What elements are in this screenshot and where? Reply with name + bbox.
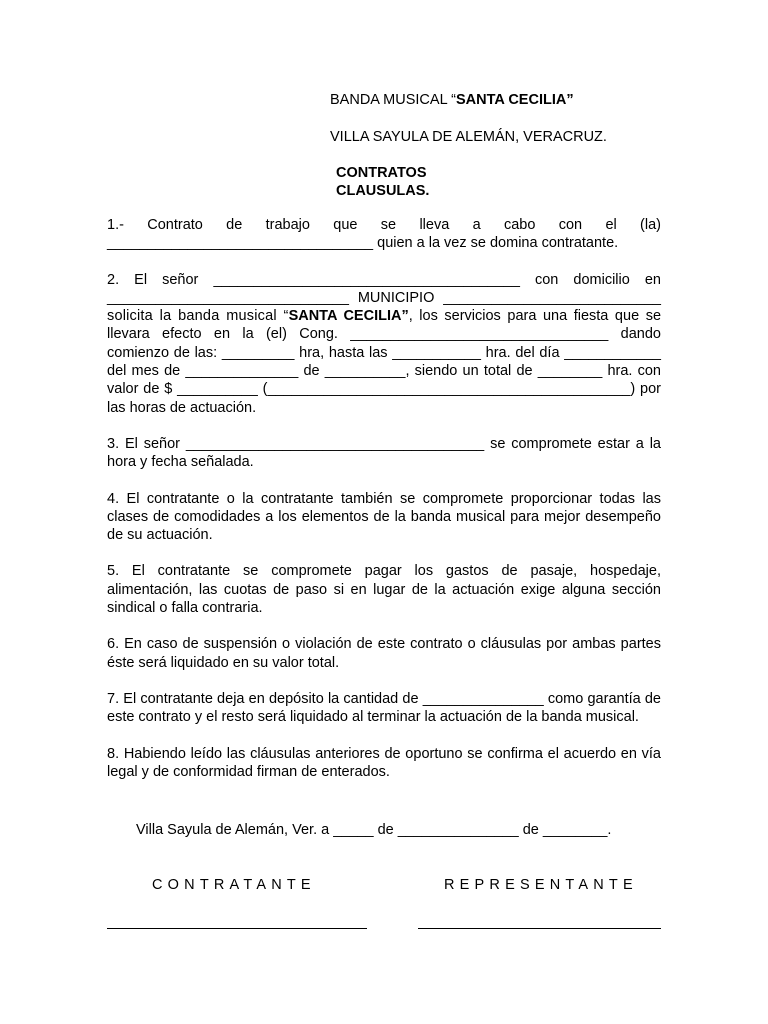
clause-5: 5. El contratante se compromete pagar los gastos de pasaje, hospedaje, alimentación, las cuotas de paso si en lugar de la actuación exige alguna sección sindical o falla contraria. (107, 563, 661, 617)
clause-6: 6. En caso de suspensión o violación de este contrato o cláusulas por ambas partes éste será liquidado en su valor total. (107, 636, 661, 671)
clause-2 (107, 271, 661, 417)
signature-label-contratante: CONTRATANTE (152, 877, 316, 893)
band-name-line (330, 92, 607, 112)
header (330, 92, 607, 149)
clause-2-band-prefix: solicita la banda musical “ (107, 308, 289, 325)
clause-7: 7. El contratante deja en depósito la cantidad de _______________ como garantía de este contrato y el resto será liquidado al terminar la actuación de la banda musical. (107, 690, 661, 726)
signature-line-representante (418, 928, 661, 929)
clause-2-part-a: 2. El señor ______________________________________ con domicilio en ______________________________ MUNICIPIO ___________________________ (107, 271, 661, 306)
band-name-prefix: BANDA MUSICAL “ (330, 92, 456, 108)
band-name-bold: SANTA CECILIA” (455, 92, 574, 108)
title-contratos: CONTRATOS (336, 165, 427, 181)
clause-2-part-b: , los servicios para una fiesta que se llevara efecto en la (el) Cong. ________________________________ dando comienzo de las: _________ hra, hasta las ___________ hra. del día ____________ del mes de ______________ de __________, siendo un total de ________ hra. con valor de $ __________ (_____________________________________________) por las horas de actuación. (107, 308, 662, 416)
document-titles (336, 164, 429, 200)
signature-line-contratante (107, 928, 367, 929)
signature-label-representante: REPRESENTANTE (444, 877, 638, 893)
location-line: VILLA SAYULA DE ALEMÁN, VERACRUZ. (330, 129, 607, 145)
clause-1: 1.- Contrato de trabajo que se lleva a cabo con el (la) _________________________________ quien a la vez se domina contratante. (107, 217, 661, 252)
clauses-body (107, 216, 661, 799)
date-line: Villa Sayula de Alemán, Ver. a _____ de _______________ de ________. (136, 822, 612, 838)
clause-3: 3. El señor _____________________________________ se compromete estar a la hora y fecha señalada. (107, 435, 661, 471)
title-clausulas: CLAUSULAS. (336, 183, 430, 199)
clause-8: 8. Habiendo leído las cláusulas anteriores de oportuno se confirma el acuerdo en vía legal y de conformidad firman de enterados. (107, 745, 661, 780)
clause-2-band-bold: SANTA CECILIA” (288, 308, 409, 325)
clause-4: 4. El contratante o la contratante también se compromete proporcionar todas las clases de comodidades a los elementos de la banda musical para mejor desempeño de su actuación. (107, 490, 661, 544)
